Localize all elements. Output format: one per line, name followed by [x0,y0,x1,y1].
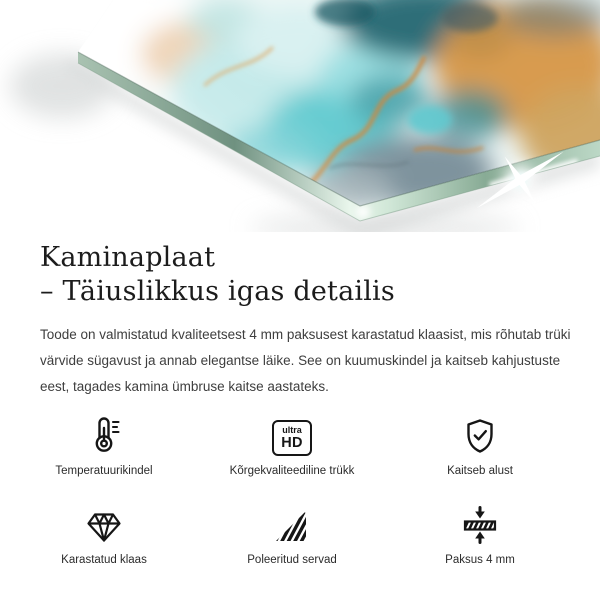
feature-label: Kaitseb alust [447,465,513,477]
feature-label: Poleeritud servad [247,554,337,566]
feature-temperature [10,410,198,477]
page-title-line2: – Täiuslikkus igas detailis [40,276,395,307]
feature-label: Temperatuurikindel [55,465,153,477]
thickness-icon [460,499,500,545]
feature-label: Paksus 4 mm [445,554,515,566]
page-title [40,241,560,309]
feature-label: Karastatud klaas [61,554,147,566]
ultra-hd-text-top: ultra [282,424,302,435]
polished-edges-icon [272,499,312,545]
product-description: Toode on valmistatud kvaliteetsest 4 mm paksusest karastatud klaasist, mis rõhutab trüki värvide sügavust ja annab elegantse läike. See on kuumuskindel ja kaitseb kahjustuste eest, tagades kamina ümbruse kaitse aastateks. [40,327,571,394]
diamond-icon [84,499,124,545]
shield-check-icon [460,410,500,456]
feature-tempered-glass [10,499,198,566]
page-title-line1: Kaminaplaat [40,242,216,273]
glass-panel-illustration [0,0,600,232]
thermometer-icon [84,410,124,456]
feature-label: Kõrgekvaliteediline trükk [229,465,355,477]
feature-thickness [386,499,574,566]
feature-polished-edges [198,499,386,566]
ultra-hd-text-bottom: HD [281,434,303,451]
features-grid [10,410,600,566]
ultra-hd-icon [272,410,312,456]
feature-print-quality [198,410,386,477]
content-section [0,241,600,566]
hero-product-image [0,0,600,232]
feature-protects-base [386,410,574,477]
